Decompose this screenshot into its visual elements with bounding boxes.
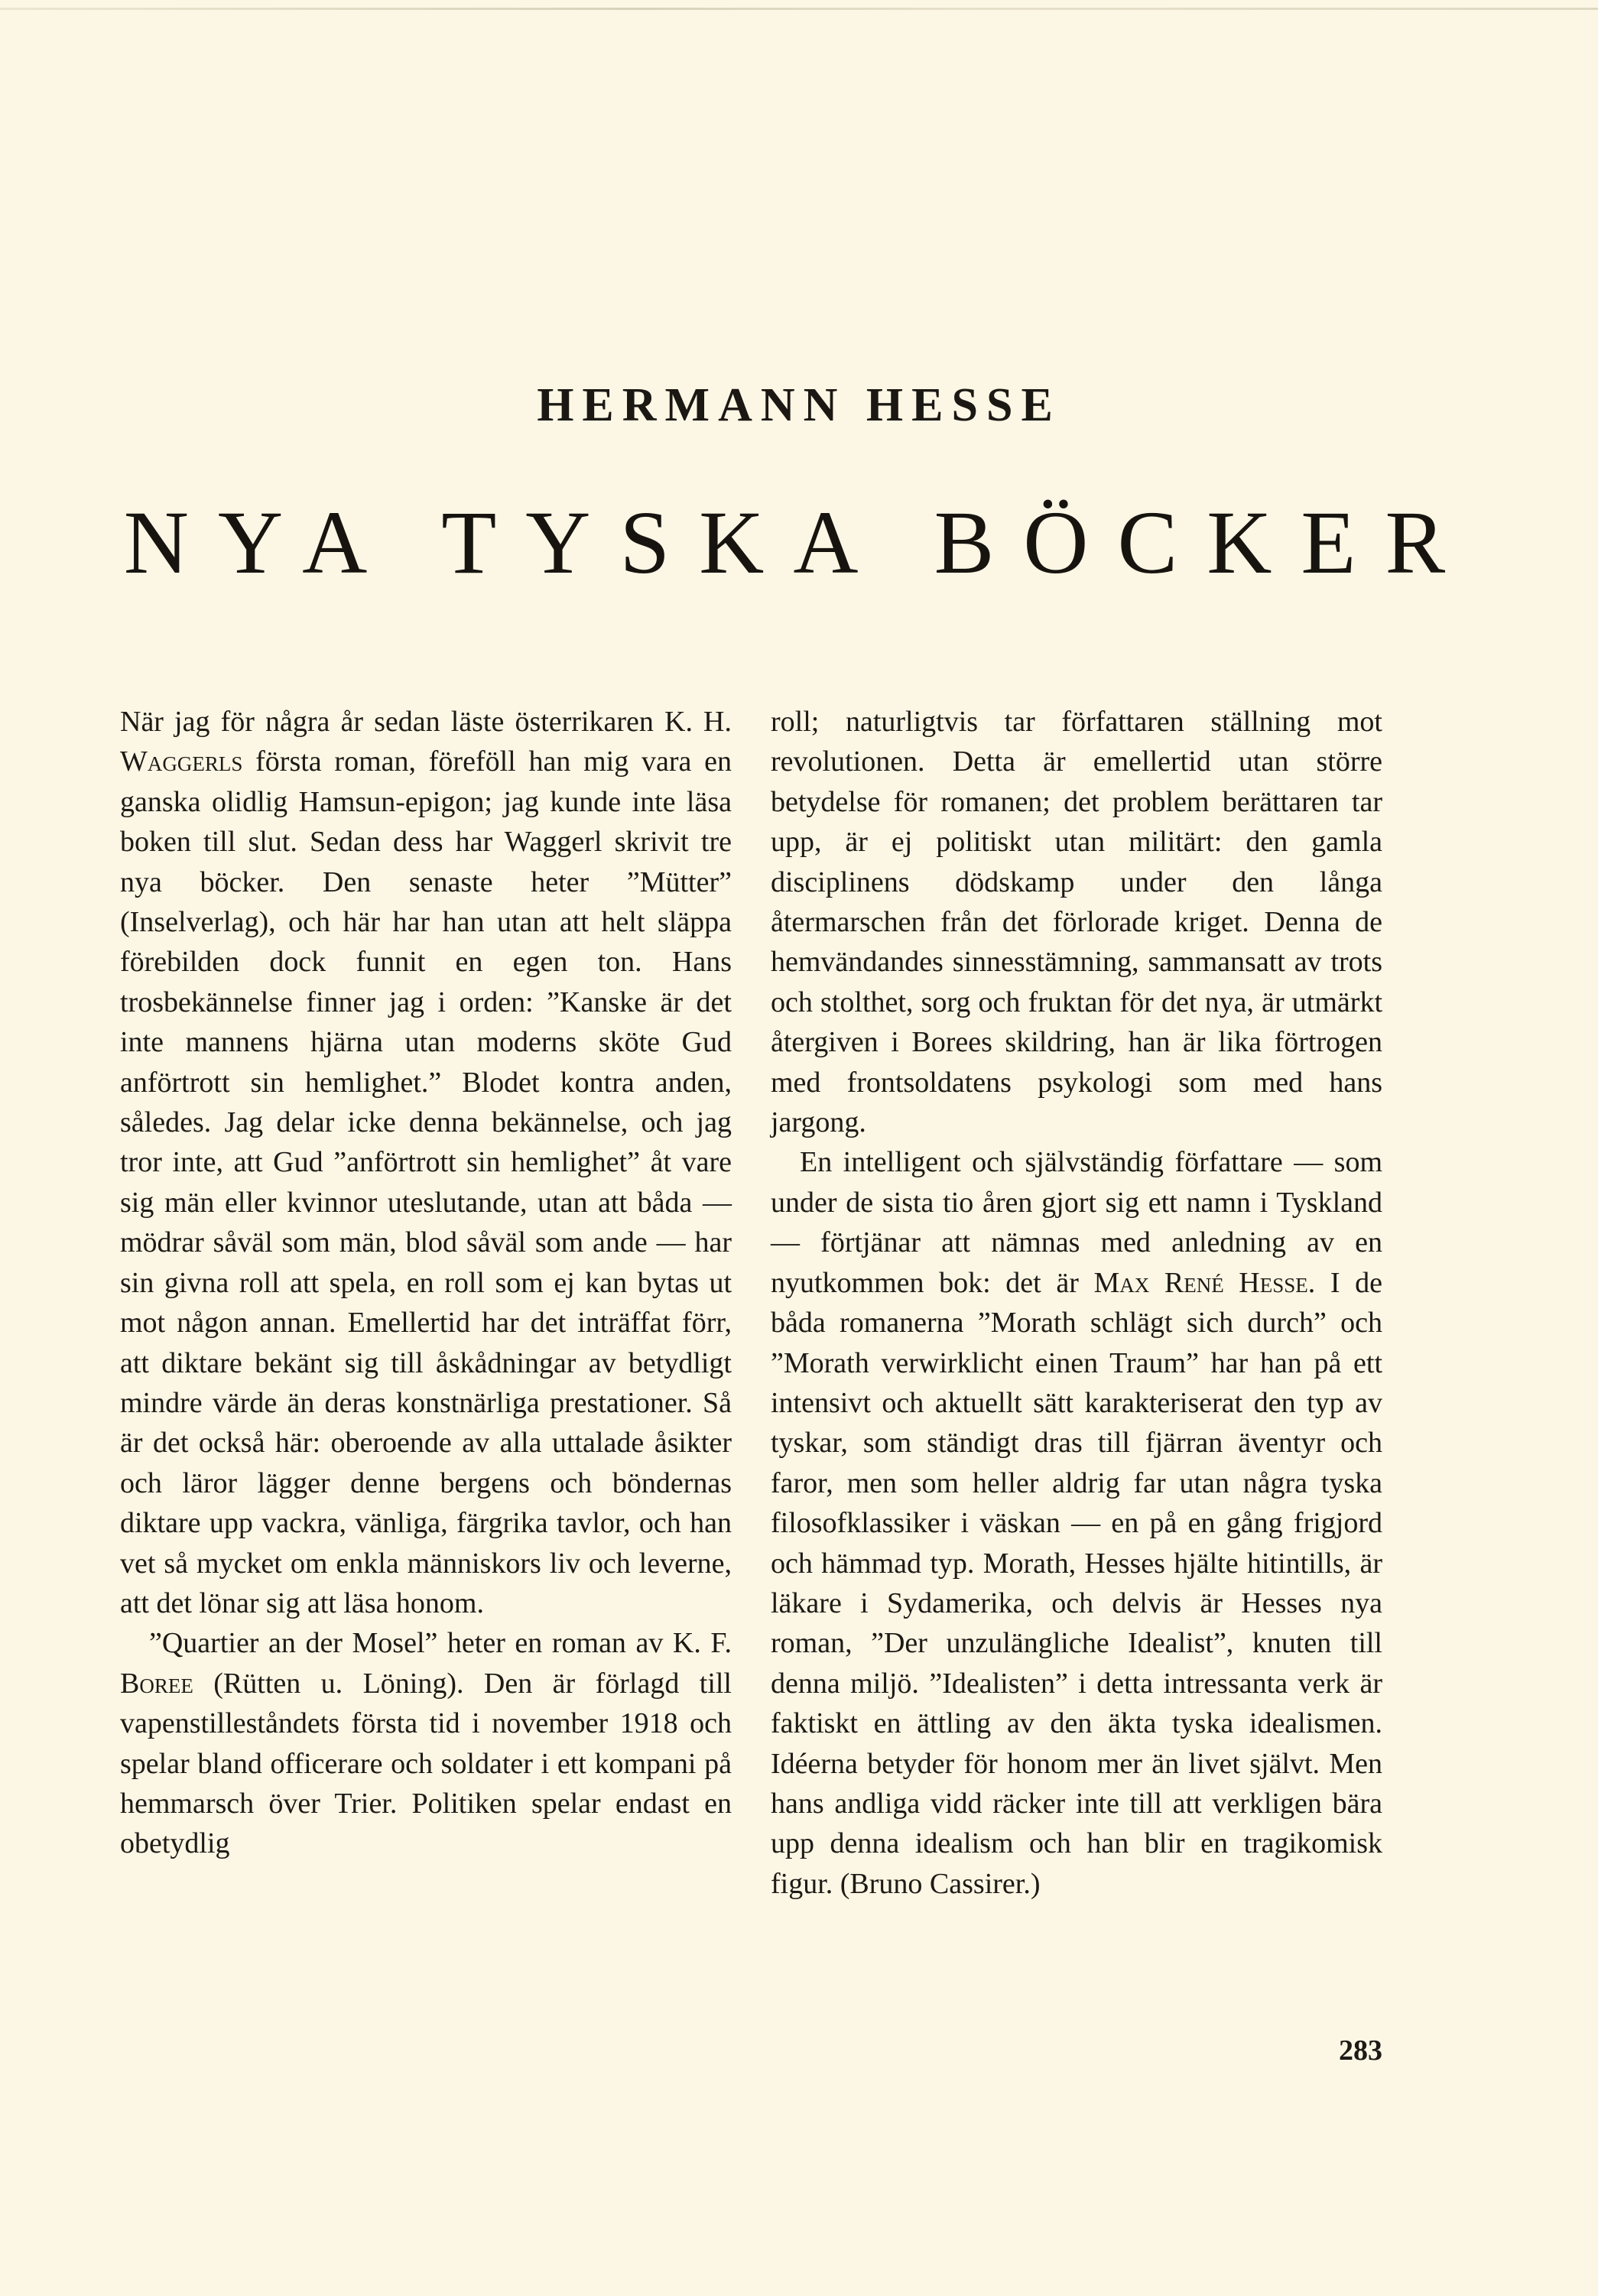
left-paragraph-2-text-b: (Rütten u. Löning). Den är förlagd till vapenstilleståndets första tid i november 1918 och spelar bland officerare och soldater i ett kompani på hemmarsch över Trier. Politiken spelar endast en obetydlig [120, 1667, 732, 1860]
left-paragraph-1 [120, 702, 732, 1623]
article-author: HERMANN HESSE [537, 379, 1061, 431]
right-paragraph-2 [771, 1142, 1382, 1904]
left-paragraph-1-text-a: När jag för några år sedan läste österrikaren K. H. [120, 706, 732, 738]
page-number: 283 [1339, 2035, 1382, 2067]
page-edge-line [0, 8, 1598, 10]
author-name-max-rene-hesse: Max René Hesse [1093, 1266, 1308, 1299]
right-paragraph-2-text-b: . I de båda romanerna ”Morath schlägt sich durch” och ”Morath verwirklicht einen Traum” har han på ett intensivt och aktuellt sätt karakteriserat den typ av tyskar, som ständigt dras till fjärran äventyr och faror, men som heller aldrig far utan några tyska filosofklassiker i väskan — en på en gång frigjord och hämmad typ. Morath, Hesses hjälte hitintills, är läkare i Sydamerika, och delvis är Hesses nya roman, ”Der unzulängliche Idealist”, knuten till denna miljö. ”Idealisten” i detta intressanta verk är faktiskt en ättling av den äkta tyska idealismen. Idéerna betyder för honom mer än livet självt. Men hans andliga vidd räcker inte till att verkligen bära upp denna idealism och han blir en tragikomisk figur. (Bruno Cassirer.) [771, 1266, 1382, 1900]
left-paragraph-2 [120, 1623, 732, 1863]
author-name-boree: Boree [120, 1667, 193, 1700]
left-paragraph-1-text-b: första roman, föreföll han mig vara en ganska olidlig Hamsun-epigon; jag kunde inte läsa boken till slut. Sedan dess har Waggerl skrivit tre nya böcker. Den senaste heter ”Mütter” (Inselverlag), och här har han utan att helt släppa förebilden dock funnit en egen ton. Hans trosbekännelse finner jag i orden: ”Kanske är det inte mannens hjärna utan moderns sköte Gud anförtrott sin hemlighet.” Blodet kontra anden, således. Jag delar icke denna bekännelse, och jag tror inte, att Gud ”anförtrott sin hemlighet” åt vare sig män eller kvinnor uteslutande, utan att båda — mödrar såväl som män, blod såväl som ande — har sin givna roll att spela, en roll som ej kan bytas ut mot någon annan. Emellertid har det inträffat förr, att diktare bekänt sig till åskådningar av betydligt mindre värde än deras konstnärliga prestationer. Så är det också här: oberoende av alla uttalade åsikter och läror lägger denne bergens och böndernas diktare upp vackra, vänliga, färgrika tavlor, och han vet så mycket om enkla människors liv och leverne, att det lönar sig att läsa honom. [120, 745, 732, 1619]
right-paragraph-2-text-a: En intelligent och självständig författare — som under de sista tio åren gjort sig ett namn i Tyskland — förtjänar att nämnas med anledning av en nyutkommen bok: det är [771, 1146, 1382, 1299]
right-column [771, 702, 1382, 1904]
right-paragraph-1: roll; naturligtvis tar författaren ställning mot revolutionen. Detta är emellertid utan större betydelse för romanen; det problem berättaren tar upp, är ej politiskt utan militärt: den gamla disciplinens dödskamp under den långa återmarschen från det förlorade kriget. Denna de hemvändandes sinnesstämning, sammansatt av trots och stolthet, sorg och fruktan för det nya, är utmärkt återgiven i Borees skildring, han är lika förtrogen med frontsoldatens psykologi som med hans jargong. [771, 706, 1382, 1139]
left-column [120, 702, 732, 1864]
article-title: NYA TYSKA BÖCKER [123, 492, 1475, 593]
left-paragraph-2-text-a: ”Quartier an der Mosel” heter en roman av K. F. [149, 1627, 732, 1660]
author-name-waggerl: Waggerls [120, 745, 243, 778]
